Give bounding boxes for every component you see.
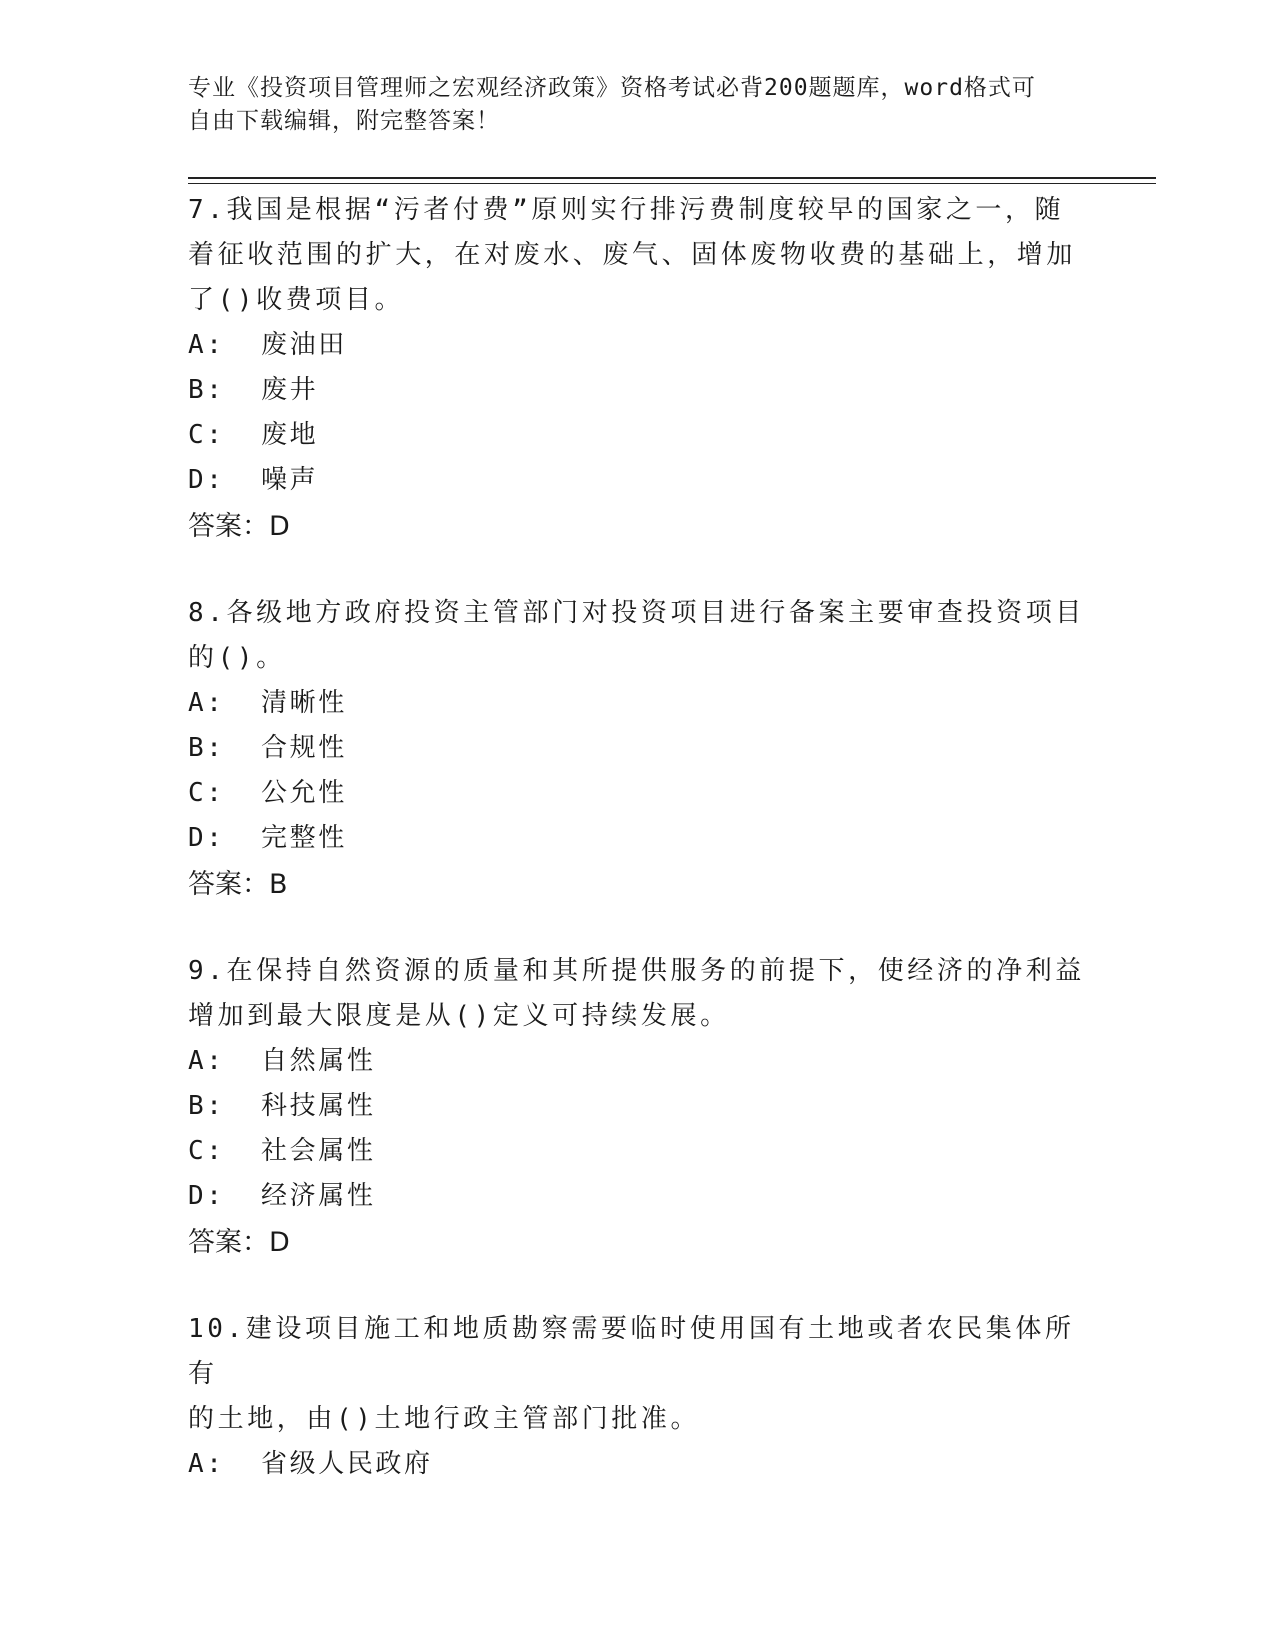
question-text-line: 10.建设项目施工和地质勘察需要临时使用国有土地或者农民集体所有 [188,1314,1075,1389]
header-line-2: 自由下载编辑，附完整答案！ [188,108,500,134]
option-a: A: 省级人民政府 [188,1449,433,1479]
option-c: C: 社会属性 [188,1136,376,1166]
option-a: A: 废油田 [188,330,347,360]
question-text-line: 7.我国是根据“污者付费”原则实行排污费制度较早的国家之一，随 [188,195,1065,225]
question-text-line: 9.在保持自然资源的质量和其所提供服务的前提下，使经济的净利益 [188,956,1085,986]
question-text-line: 增加到最大限度是从()定义可持续发展。 [188,1001,730,1031]
answer: 答案：D [188,511,290,542]
question-list [188,188,1088,1528]
header-divider-thick [188,177,1156,179]
question-text-line: 了()收费项目。 [188,285,405,315]
option-c: C: 废地 [188,420,319,450]
option-d: D: 噪声 [188,465,319,495]
question-text-line: 的()。 [188,643,286,673]
option-b: B: 废井 [188,375,319,405]
option-d: D: 经济属性 [188,1181,376,1211]
answer: 答案：B [188,869,288,900]
option-a: A: 自然属性 [188,1046,376,1076]
option-a: A: 清晰性 [188,688,347,718]
question-text-line: 的土地，由()土地行政主管部门批准。 [188,1404,701,1434]
question-8 [188,591,1088,908]
question-text-line: 8.各级地方政府投资主管部门对投资项目进行备案主要审查投资项目 [188,598,1085,628]
question-10 [188,1307,1088,1487]
option-d: D: 完整性 [188,823,347,853]
answer: 答案：D [188,1227,290,1258]
option-b: B: 科技属性 [188,1091,376,1121]
option-c: C: 公允性 [188,778,347,808]
question-7 [188,188,1088,550]
header-divider-thin [188,183,1156,184]
question-text-line: 着征收范围的扩大，在对废水、废气、固体废物收费的基础上，增加 [188,240,1077,270]
option-b: B: 合规性 [188,733,347,763]
header-line-1: 专业《投资项目管理师之宏观经济政策》资格考试必背200题题库，word格式可 [188,75,1036,101]
document-header [188,72,1068,138]
question-9 [188,949,1088,1266]
